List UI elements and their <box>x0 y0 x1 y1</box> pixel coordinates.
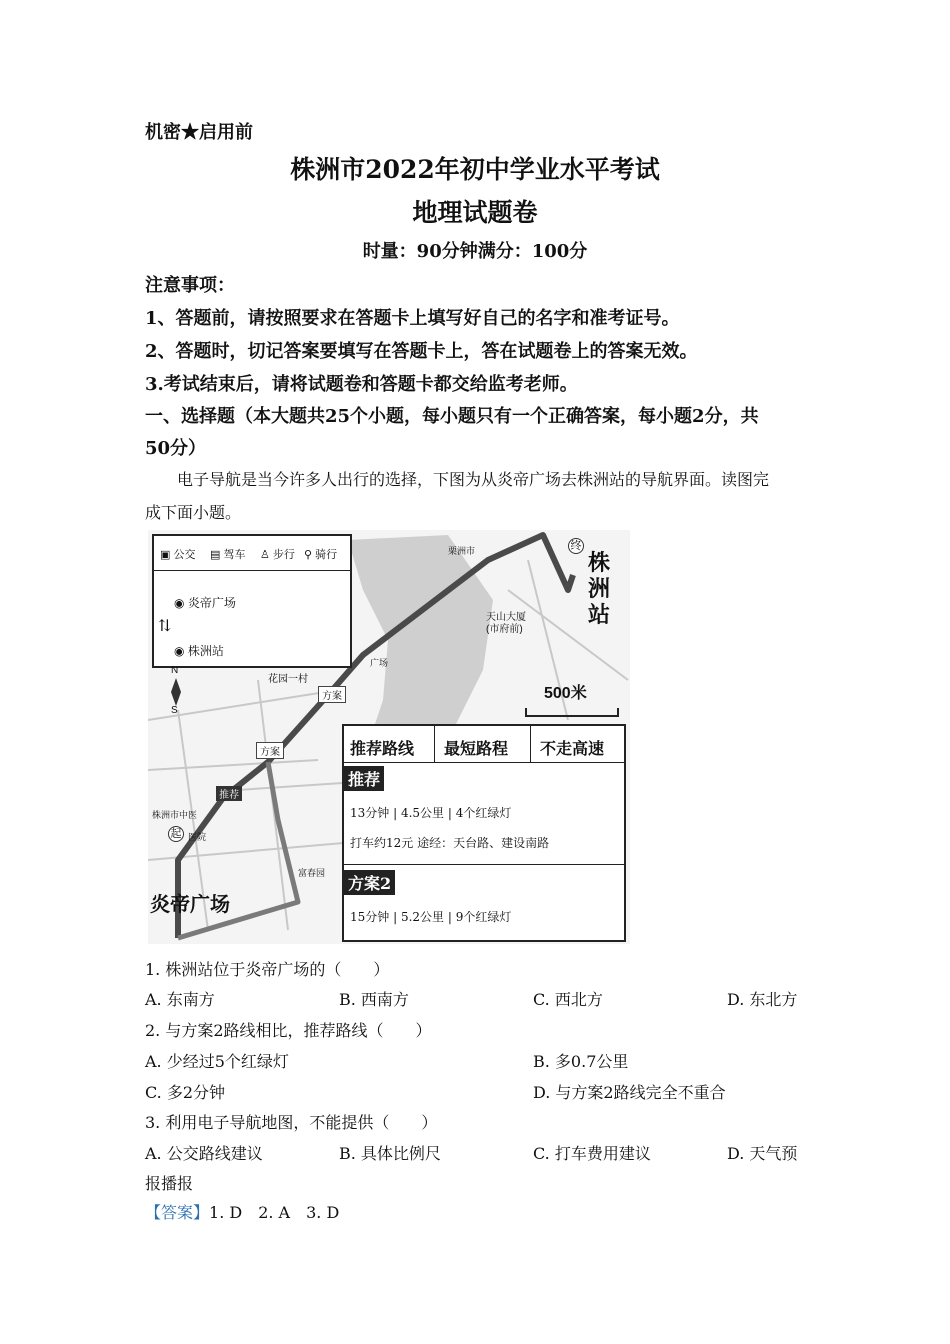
route2-tag: 方案2 <box>344 870 395 895</box>
mode-tab-drive[interactable]: ▤ 驾车 <box>210 549 246 561</box>
recommend-marker: 推荐 <box>216 786 242 801</box>
pin-icon: ◉ <box>174 644 185 658</box>
route1-detail: 打车约12元 途经：天台路、建设南路 <box>350 836 550 850</box>
q3-option-d: D. 天气预 <box>727 1144 798 1163</box>
end-marker: 终 <box>568 538 584 554</box>
q2-option-c: C. 多2分钟 <box>145 1083 226 1102</box>
question-2: 2. 与方案2路线相比，推荐路线（ ） <box>145 1021 432 1040</box>
origin-field[interactable]: ◉ 炎帝广场 <box>174 596 236 610</box>
station-road-label: 栗洲市 <box>448 546 476 556</box>
plan-marker-2: 方案 <box>256 742 284 759</box>
tab-divider <box>434 726 435 762</box>
plan-marker: 方案 <box>318 686 346 703</box>
swap-icon[interactable]: ⇅ <box>158 616 172 635</box>
start-marker: 起 <box>168 826 184 842</box>
route1-summary[interactable]: 13分钟 | 4.5公里 | 4个红绿灯 <box>350 806 512 820</box>
section-heading: 一、选择题（本大题共25个小题，每小题只有一个正确答案，每小题2分，共 <box>145 406 759 427</box>
section-heading-cont: 50分） <box>145 438 207 459</box>
tianshan-label-2: (市府前) <box>486 624 523 635</box>
time-score: 时量：90分钟满分：100分 <box>362 241 588 262</box>
tab-recommended[interactable]: 推荐路线 <box>350 739 415 758</box>
q1-option-a: A. 东南方 <box>145 990 215 1009</box>
park-label: 花园一村 <box>268 674 308 685</box>
destination-field[interactable]: ◉ 株洲站 <box>174 644 224 658</box>
hospital-label: 株洲市中医 <box>152 810 198 820</box>
q2-option-d: D. 与方案2路线完全不重合 <box>533 1083 726 1102</box>
answer-text: 1. D 2. A 3. D <box>209 1203 340 1222</box>
scale-label: 500米 <box>544 685 587 702</box>
car-icon: ▤ <box>210 549 221 561</box>
tianshan-label: 天山大厦 <box>486 612 526 623</box>
exam-title: 株洲市2022年初中学业水平考试 <box>290 155 660 184</box>
mode-tab-bus[interactable]: ▣ 公交 <box>160 549 196 561</box>
question-1: 1. 株洲站位于炎帝广场的（ ） <box>145 960 390 979</box>
origin-label: 炎帝广场 <box>150 892 230 916</box>
mode-tab-bike[interactable]: ⚲ 骑行 <box>304 549 338 561</box>
q2-option-a: A. 少经过5个红绿灯 <box>145 1052 289 1071</box>
note-item: 2、答题时，切记答案要填写在答题卡上，答在试题卷上的答案无效。 <box>145 341 698 362</box>
pin-icon: ◉ <box>174 596 185 610</box>
note-item: 1、答题前，请按照要求在答题卡上填写好自己的名字和准考证号。 <box>145 308 680 329</box>
compass-needle <box>171 678 181 706</box>
q3-option-c: C. 打车费用建议 <box>533 1144 651 1163</box>
tab-no-highway[interactable]: 不走高速 <box>540 739 605 758</box>
route-info-panel <box>342 724 626 942</box>
tab-underline <box>344 762 624 763</box>
exam-subtitle: 地理试题卷 <box>412 198 538 227</box>
navigation-map-figure <box>148 530 630 944</box>
plaza-label: 广场 <box>370 658 389 668</box>
destination-label: 株 洲 站 <box>588 550 611 628</box>
q1-option-c: C. 西北方 <box>533 990 603 1009</box>
answer-tag: 【答案】 <box>145 1203 210 1222</box>
route-divider <box>344 864 624 865</box>
question-3: 3. 利用电子导航地图，不能提供（ ） <box>145 1113 438 1132</box>
panel-divider <box>154 570 350 571</box>
q2-option-b: B. 多0.7公里 <box>533 1052 629 1071</box>
q1-option-b: B. 西南方 <box>339 990 409 1009</box>
q1-option-d: D. 东北方 <box>727 990 798 1009</box>
route2-summary[interactable]: 15分钟 | 5.2公里 | 9个红绿灯 <box>350 910 512 924</box>
hospital-label-2: 医院 <box>188 832 207 842</box>
intro-text: 电子导航是当今许多人出行的选择，下图为从炎帝广场去株洲站的导航界面。读图完 <box>177 472 770 489</box>
bus-icon: ▣ <box>160 549 171 561</box>
mode-tab-walk[interactable]: ♙ 步行 <box>260 549 295 561</box>
answer-line <box>145 1200 339 1223</box>
scale-bar <box>526 708 618 716</box>
tab-shortest[interactable]: 最短路程 <box>444 739 509 758</box>
compass-south: S <box>171 705 178 716</box>
tab-divider <box>530 726 531 762</box>
fumaoyuan-label: 富春园 <box>298 868 326 878</box>
q3-option-a: A. 公交路线建议 <box>145 1144 263 1163</box>
compass-north: N <box>171 665 179 676</box>
bike-icon: ⚲ <box>304 549 313 561</box>
notes-heading: 注意事项： <box>145 275 235 296</box>
secret-label: 机密★启用前 <box>145 122 253 143</box>
q3-option-d-wrap: 报播报 <box>145 1174 194 1193</box>
walk-icon: ♙ <box>260 549 270 561</box>
route1-tag: 推荐 <box>344 766 384 791</box>
note-item: 3.考试结束后，请将试题卷和答题卡都交给监考老师。 <box>145 374 578 395</box>
intro-text-cont: 成下面小题。 <box>145 505 242 522</box>
route-search-panel <box>152 534 352 668</box>
q3-option-b: B. 具体比例尺 <box>339 1144 441 1163</box>
